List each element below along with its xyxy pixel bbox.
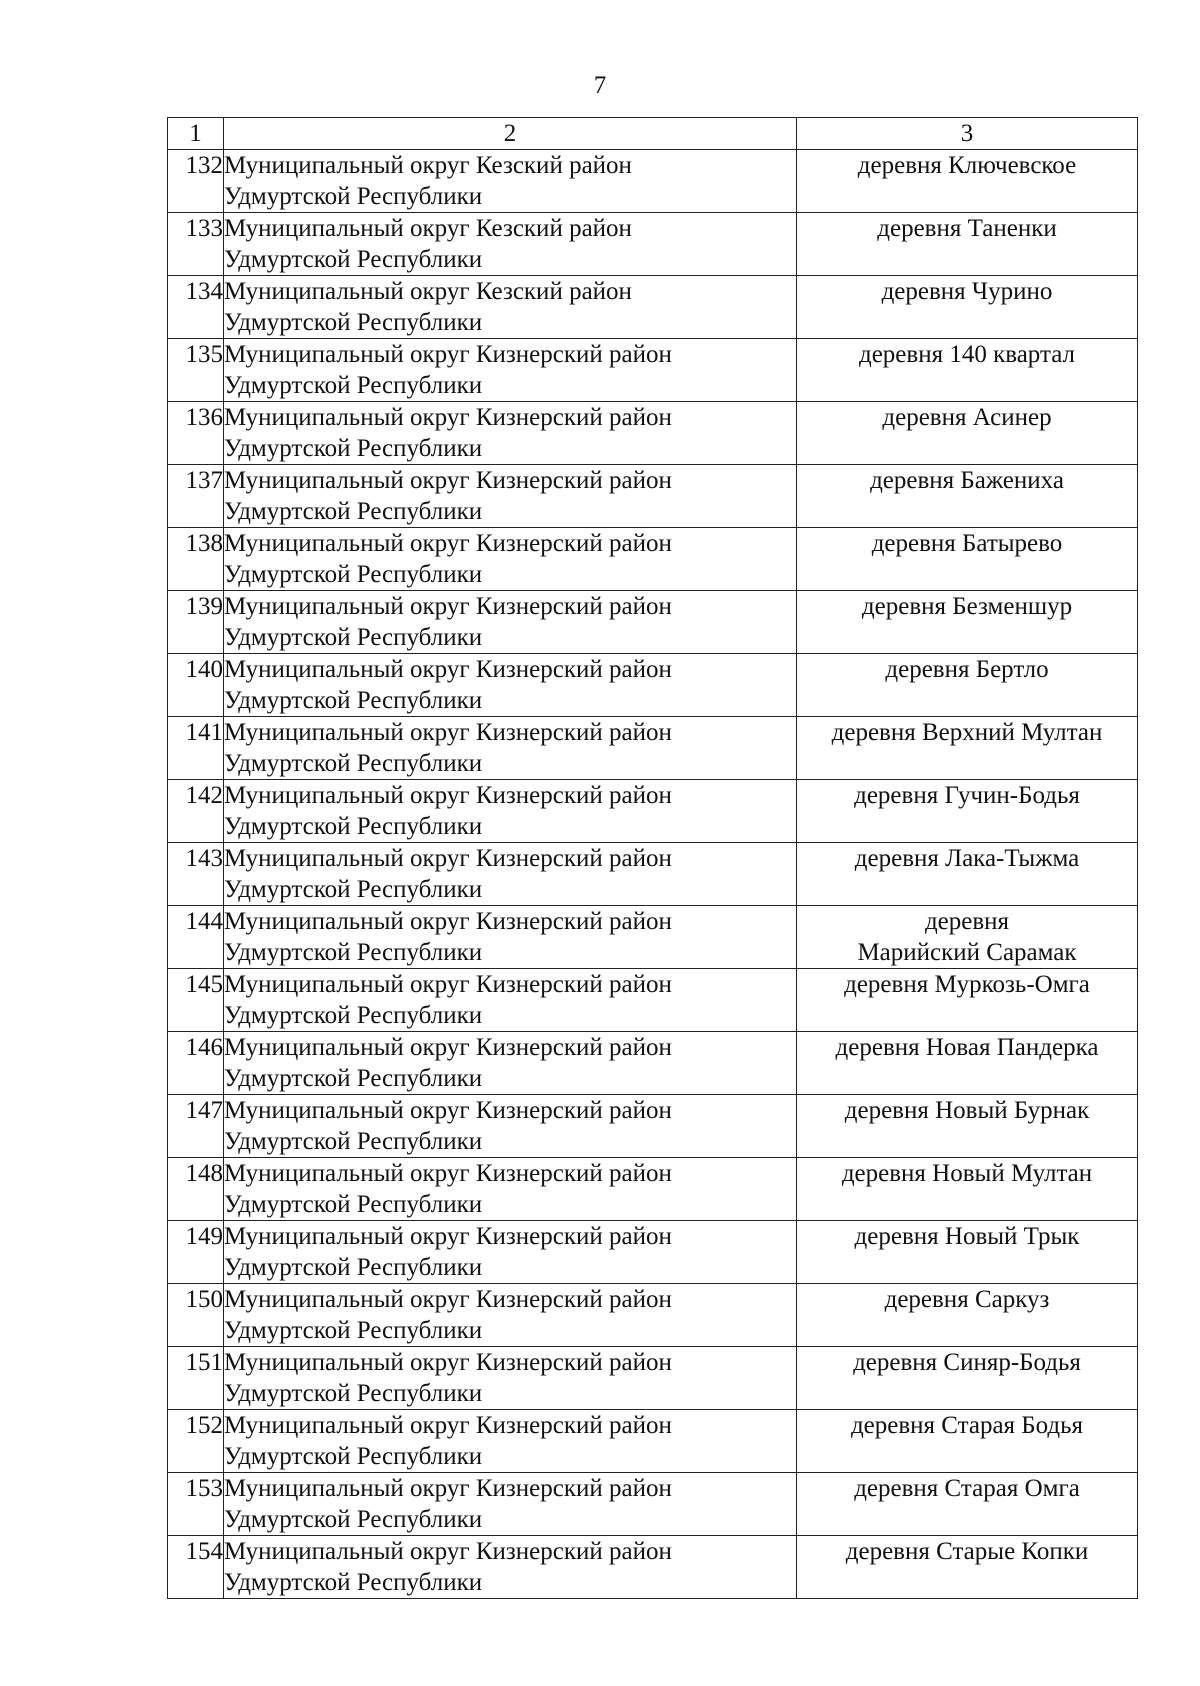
- table-row: [168, 1158, 1138, 1221]
- district-line: Удмуртской Республики: [224, 372, 483, 399]
- district-cell: [224, 1347, 797, 1410]
- district-line: Удмуртской Республики: [224, 246, 483, 273]
- district-cell: [224, 150, 797, 213]
- district-line: Муниципальный округ Кезский район: [224, 152, 632, 179]
- table-row: [168, 465, 1138, 528]
- settlement-line: деревня Новый Мултан: [841, 1160, 1093, 1187]
- settlement-line: деревня Таненки: [877, 215, 1057, 242]
- district-cell: [224, 1221, 797, 1284]
- row-number-cell: 149: [168, 1221, 224, 1284]
- column-header-3: 3: [797, 118, 1138, 150]
- settlement-cell: [797, 1158, 1138, 1221]
- district-line: Удмуртской Республики: [224, 1443, 483, 1470]
- district-line: Муниципальный округ Кизнерский район: [224, 341, 672, 368]
- district-cell: [224, 339, 797, 402]
- page-number: 7: [593, 72, 607, 99]
- settlement-line: деревня Новый Трык: [854, 1223, 1080, 1250]
- row-number-cell: 147: [168, 1095, 224, 1158]
- table-row: [168, 276, 1138, 339]
- row-number-cell: 138: [168, 528, 224, 591]
- district-line: Удмуртской Республики: [224, 624, 483, 651]
- district-cell: [224, 591, 797, 654]
- settlement-line: деревня Бертло: [885, 656, 1049, 683]
- district-cell: [224, 843, 797, 906]
- table-row: [168, 843, 1138, 906]
- district-cell: [224, 1473, 797, 1536]
- settlement-line: деревня Верхний Мултан: [831, 719, 1103, 746]
- table-row: [168, 213, 1138, 276]
- district-line: Удмуртской Республики: [224, 750, 483, 777]
- settlement-line: деревня 140 квартал: [858, 341, 1075, 368]
- district-line: Удмуртской Республики: [224, 1128, 483, 1155]
- row-number-cell: 144: [168, 906, 224, 969]
- table-row: [168, 654, 1138, 717]
- district-line: Муниципальный округ Кизнерский район: [224, 1223, 672, 1250]
- settlement-cell: [797, 654, 1138, 717]
- row-number-cell: 153: [168, 1473, 224, 1536]
- table-row: [168, 1473, 1138, 1536]
- district-line: Удмуртской Республики: [224, 813, 483, 840]
- settlement-line: деревня Старая Бодья: [850, 1412, 1084, 1439]
- district-line: Удмуртской Республики: [224, 1506, 483, 1533]
- settlement-cell: [797, 717, 1138, 780]
- row-number-cell: 135: [168, 339, 224, 402]
- district-line: Удмуртской Республики: [224, 876, 483, 903]
- district-cell: [224, 528, 797, 591]
- district-line: Удмуртской Республики: [224, 561, 483, 588]
- row-number-cell: 145: [168, 969, 224, 1032]
- row-number-cell: 139: [168, 591, 224, 654]
- district-line: Удмуртской Республики: [224, 1254, 483, 1281]
- settlement-cell: [797, 150, 1138, 213]
- settlement-cell: [797, 1221, 1138, 1284]
- district-cell: [224, 402, 797, 465]
- column-header-1: 1: [168, 118, 224, 150]
- settlement-cell: [797, 591, 1138, 654]
- settlement-cell: [797, 1536, 1138, 1599]
- table-row: [168, 1284, 1138, 1347]
- table-row: [168, 1095, 1138, 1158]
- district-line: Удмуртской Республики: [224, 1065, 483, 1092]
- table-row: [168, 1536, 1138, 1599]
- district-cell: [224, 780, 797, 843]
- table-row: [168, 402, 1138, 465]
- settlement-line: деревня Асинер: [882, 404, 1052, 431]
- settlement-cell: [797, 1473, 1138, 1536]
- table-row: [168, 528, 1138, 591]
- district-line: Муниципальный округ Кизнерский район: [224, 467, 672, 494]
- district-cell: [224, 276, 797, 339]
- settlement-cell: [797, 843, 1138, 906]
- settlement-line: деревня Ключевское: [857, 152, 1077, 179]
- row-number-cell: 133: [168, 213, 224, 276]
- district-line: Удмуртской Республики: [224, 498, 483, 525]
- row-number-cell: 142: [168, 780, 224, 843]
- row-number-cell: 154: [168, 1536, 224, 1599]
- row-number-cell: 140: [168, 654, 224, 717]
- district-line: Муниципальный округ Кизнерский район: [224, 530, 672, 557]
- district-line: Муниципальный округ Кизнерский район: [224, 1286, 672, 1313]
- settlement-line: деревня Бажениха: [870, 467, 1064, 494]
- district-line: Муниципальный округ Кизнерский район: [224, 908, 672, 935]
- district-line: Удмуртской Республики: [224, 1191, 483, 1218]
- settlement-cell: [797, 969, 1138, 1032]
- district-line: Муниципальный округ Кизнерский район: [224, 593, 672, 620]
- district-line: Муниципальный округ Кизнерский район: [224, 719, 672, 746]
- row-number-cell: 148: [168, 1158, 224, 1221]
- row-number-cell: 137: [168, 465, 224, 528]
- district-line: Удмуртской Республики: [224, 1317, 483, 1344]
- district-cell: [224, 1410, 797, 1473]
- settlement-line: деревня Саркуз: [884, 1286, 1050, 1313]
- row-number-cell: 152: [168, 1410, 224, 1473]
- settlement-line: деревня Старые Копки: [845, 1538, 1089, 1565]
- table-row: [168, 1410, 1138, 1473]
- district-cell: [224, 1095, 797, 1158]
- district-line: Удмуртской Республики: [224, 309, 483, 336]
- table-row: [168, 339, 1138, 402]
- district-cell: [224, 969, 797, 1032]
- settlement-cell: [797, 402, 1138, 465]
- settlement-line: деревня Батырево: [871, 530, 1063, 557]
- settlement-cell: [797, 1095, 1138, 1158]
- district-line: Муниципальный округ Кизнерский район: [224, 1538, 672, 1565]
- table-row: [168, 591, 1138, 654]
- table-row: [168, 969, 1138, 1032]
- district-line: Удмуртской Республики: [224, 1569, 483, 1596]
- row-number-cell: 132: [168, 150, 224, 213]
- district-line: Муниципальный округ Кизнерский район: [224, 1412, 672, 1439]
- row-number-cell: 143: [168, 843, 224, 906]
- table-header-row: [168, 118, 1138, 150]
- district-line: Муниципальный округ Кизнерский район: [224, 782, 672, 809]
- district-line: Муниципальный округ Кизнерский район: [224, 845, 672, 872]
- district-line: Муниципальный округ Кезский район: [224, 215, 632, 242]
- district-cell: [224, 717, 797, 780]
- district-cell: [224, 465, 797, 528]
- settlements-table: [167, 117, 1138, 1599]
- district-line: Муниципальный округ Кизнерский район: [224, 1475, 672, 1502]
- settlement-cell: [797, 213, 1138, 276]
- settlement-line: деревня Чурино: [881, 278, 1053, 305]
- district-line: Удмуртской Республики: [224, 1380, 483, 1407]
- district-line: Муниципальный округ Кизнерский район: [224, 1097, 672, 1124]
- table-row: [168, 780, 1138, 843]
- district-line: Муниципальный округ Кизнерский район: [224, 1034, 672, 1061]
- district-line: Удмуртской Республики: [224, 939, 483, 966]
- district-line: Удмуртской Республики: [224, 687, 483, 714]
- district-line: Удмуртской Республики: [224, 1002, 483, 1029]
- district-cell: [224, 213, 797, 276]
- district-cell: [224, 1284, 797, 1347]
- settlement-line: деревня Лака-Тыжма: [854, 845, 1080, 872]
- row-number-cell: 136: [168, 402, 224, 465]
- settlement-line: деревня: [924, 908, 1010, 935]
- row-number-cell: 151: [168, 1347, 224, 1410]
- district-line: Удмуртской Республики: [224, 183, 483, 210]
- settlement-cell: [797, 906, 1138, 969]
- district-cell: [224, 1158, 797, 1221]
- table-row: [168, 906, 1138, 969]
- settlement-line: деревня Новая Пандерка: [835, 1034, 1099, 1061]
- district-line: Муниципальный округ Кизнерский район: [224, 1160, 672, 1187]
- settlement-line: деревня Гучин-Бодья: [854, 782, 1080, 809]
- settlement-cell: [797, 1410, 1138, 1473]
- row-number-cell: 150: [168, 1284, 224, 1347]
- district-line: Муниципальный округ Кизнерский район: [224, 1349, 672, 1376]
- settlement-cell: [797, 339, 1138, 402]
- district-line: Муниципальный округ Кизнерский район: [224, 971, 672, 998]
- table-body: [168, 150, 1138, 1599]
- district-cell: [224, 906, 797, 969]
- column-header-2: 2: [224, 118, 797, 150]
- settlement-cell: [797, 276, 1138, 339]
- district-line: Муниципальный округ Кизнерский район: [224, 404, 672, 431]
- district-cell: [224, 1536, 797, 1599]
- row-number-cell: 146: [168, 1032, 224, 1095]
- table-row: [168, 1032, 1138, 1095]
- table-row: [168, 1221, 1138, 1284]
- settlement-cell: [797, 1284, 1138, 1347]
- settlement-line: деревня Мyркозь-Омга: [844, 971, 1090, 998]
- district-line: Муниципальный округ Кизнерский район: [224, 656, 672, 683]
- settlement-line: деревня Старая Омга: [854, 1475, 1080, 1502]
- district-cell: [224, 1032, 797, 1095]
- settlement-line: деревня Новый Бурнак: [844, 1097, 1090, 1124]
- settlement-cell: [797, 1347, 1138, 1410]
- district-line: Муниципальный округ Кезский район: [224, 278, 632, 305]
- settlement-cell: [797, 1032, 1138, 1095]
- table-row: [168, 150, 1138, 213]
- settlement-cell: [797, 465, 1138, 528]
- table-row: [168, 1347, 1138, 1410]
- row-number-cell: 141: [168, 717, 224, 780]
- settlement-cell: [797, 780, 1138, 843]
- settlement-line: деревня Синяр-Бодья: [853, 1349, 1081, 1376]
- district-cell: [224, 654, 797, 717]
- district-line: Удмуртской Республики: [224, 435, 483, 462]
- settlement-line: деревня Безменшур: [861, 593, 1073, 620]
- row-number-cell: 134: [168, 276, 224, 339]
- settlement-line: Марийский Сарамак: [857, 939, 1077, 966]
- table-row: [168, 717, 1138, 780]
- settlement-cell: [797, 528, 1138, 591]
